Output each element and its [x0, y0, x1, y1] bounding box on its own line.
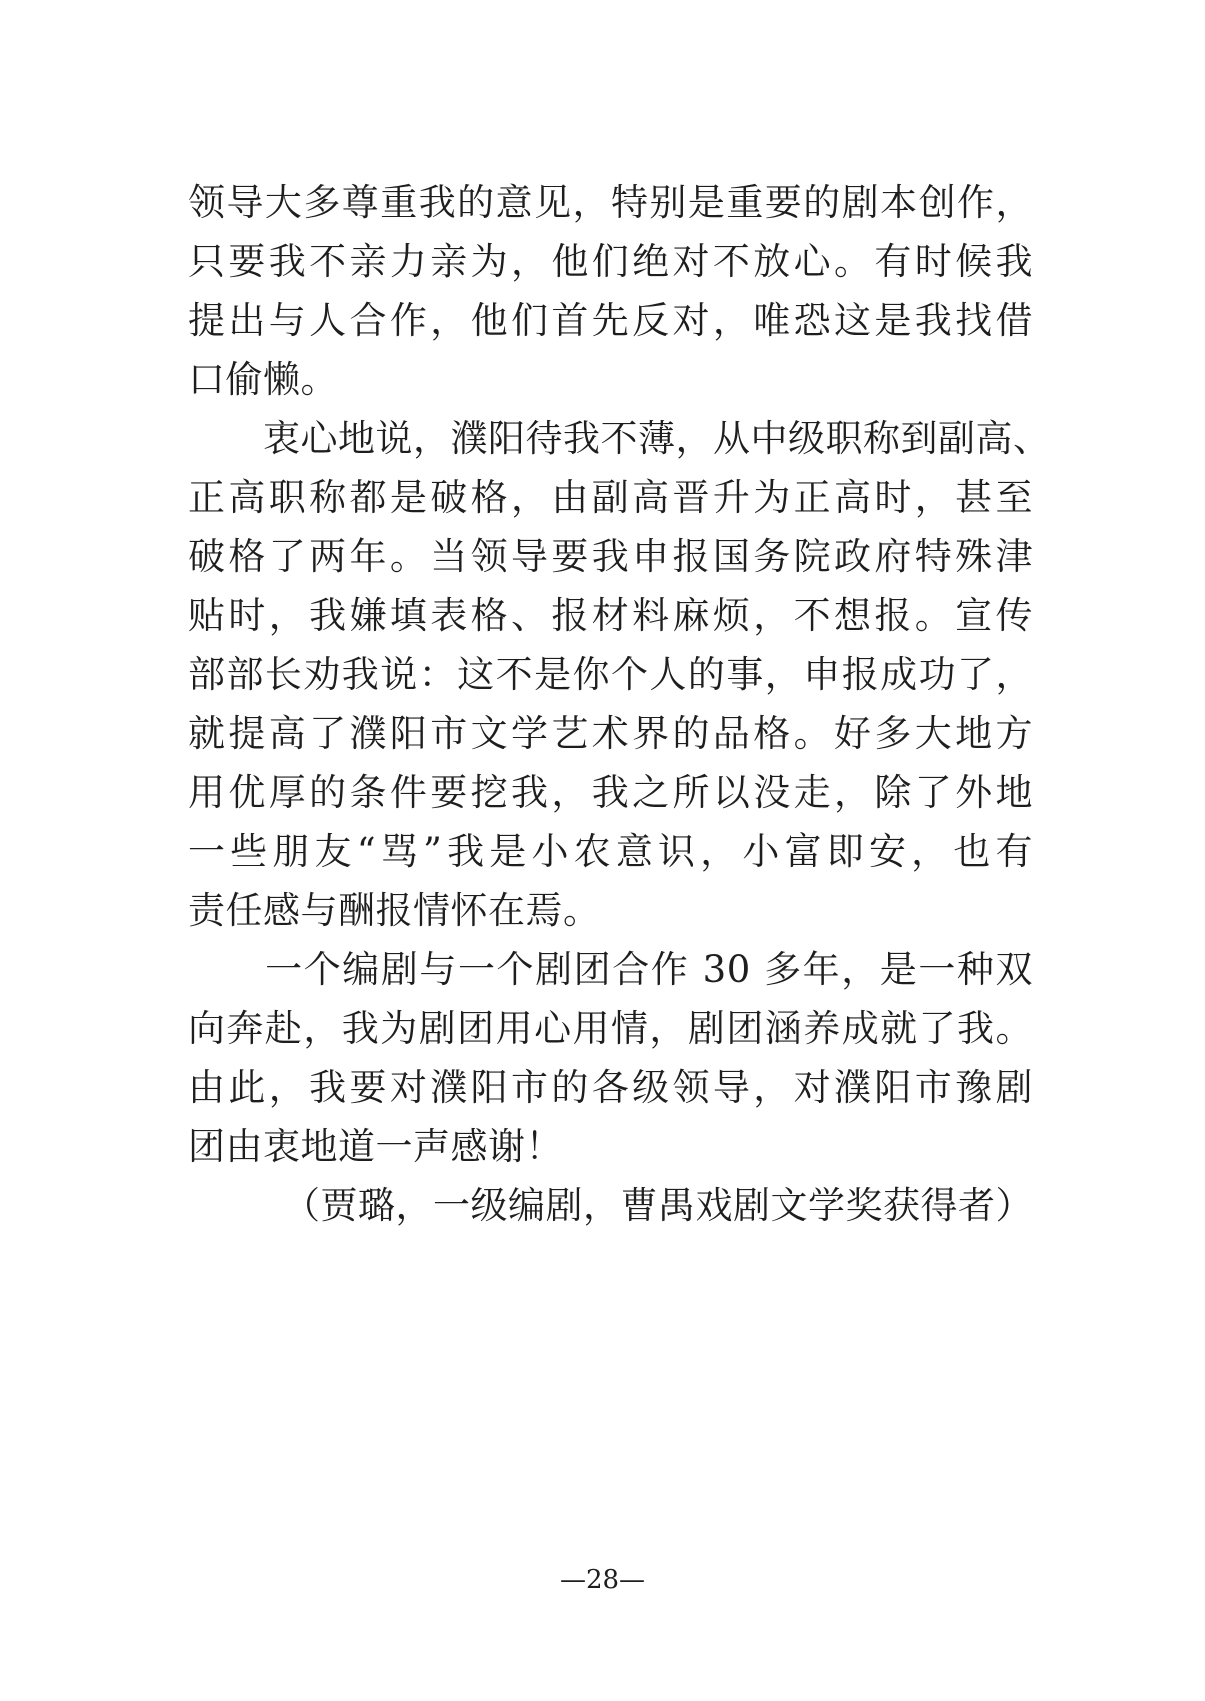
text-line: 团由衷地道一声感谢！ [188, 1125, 563, 1168]
text-line: 一些朋友“骂”我是小农意识，小富即安，也有 [188, 830, 1033, 873]
author-signature: （贾璐，一级编剧，曹禺戏剧文学奖获得者） [283, 1184, 1033, 1227]
page-number: —28— [559, 1565, 646, 1595]
text-line: 只要我不亲力亲为，他们绝对不放心。有时候我 [188, 240, 1033, 283]
text-line: 一个编剧与一个剧团合作 30 多年，是一种双 [188, 948, 1033, 991]
text-line: 部部长劝我说：这不是你个人的事，申报成功了， [188, 653, 1033, 696]
text-line: 向奔赴，我为剧团用心用情，剧团涵养成就了我。 [188, 1007, 1033, 1050]
text-line: 破格了两年。当领导要我申报国务院政府特殊津 [188, 535, 1033, 578]
text-line: 贴时，我嫌填表格、报材料麻烦，不想报。宣传 [188, 594, 1033, 637]
text-line: 正高职称都是破格，由副高晋升为正高时，甚至 [188, 476, 1033, 519]
text-line: 就提高了濮阳市文学艺术界的品格。好多大地方 [188, 712, 1033, 755]
text-line: 口偷懒。 [188, 358, 338, 401]
text-line: 提出与人合作，他们首先反对，唯恐这是我找借 [188, 299, 1033, 342]
text-line: 用优厚的条件要挖我，我之所以没走，除了外地 [188, 771, 1033, 814]
article-body [188, 173, 1051, 1235]
text-line: 由此，我要对濮阳市的各级领导，对濮阳市豫剧 [188, 1066, 1033, 1109]
text-line: 衷心地说，濮阳待我不薄，从中级职称到副高、 [188, 417, 1051, 460]
text-line: 责任感与酬报情怀在焉。 [188, 889, 601, 932]
text-line: 领导大多尊重我的意见，特别是重要的剧本创作， [188, 181, 1033, 224]
